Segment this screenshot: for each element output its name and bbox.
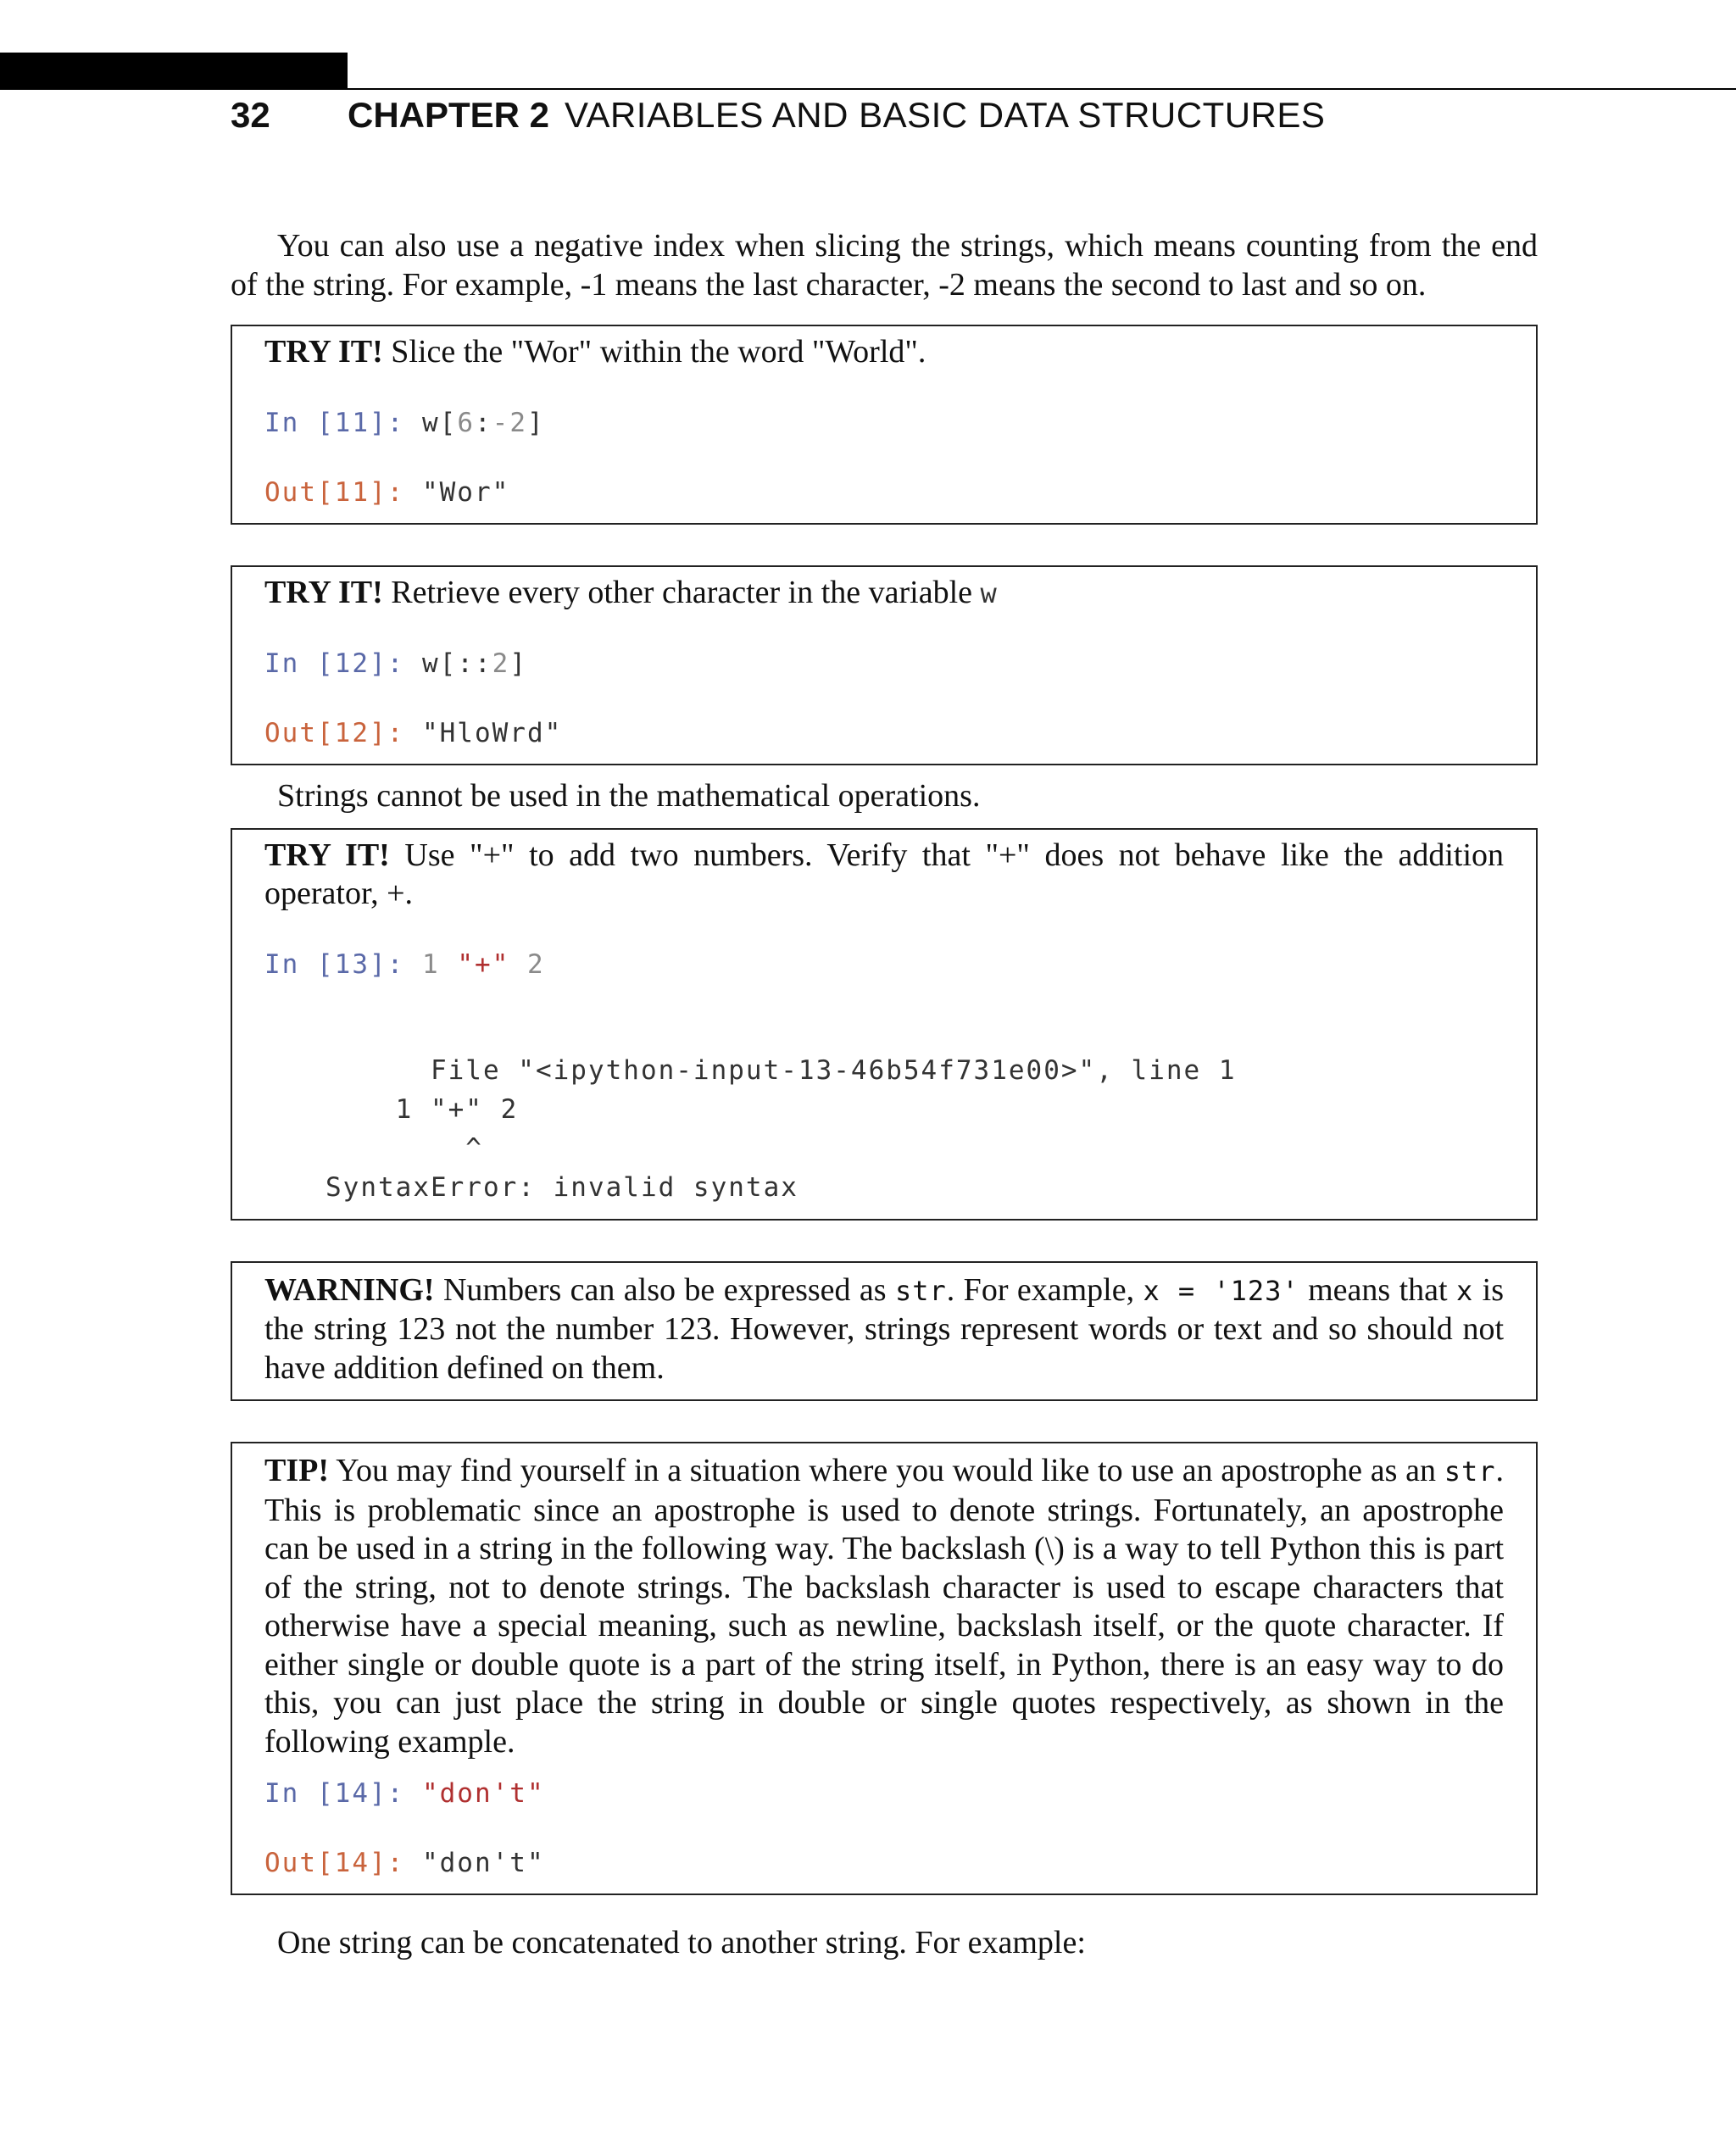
code-input-line: In [14]: "don't" — [264, 1778, 545, 1809]
traceback — [264, 1051, 1504, 1207]
traceback-line: 1 "+" 2 — [326, 1093, 519, 1125]
page-body — [231, 227, 1538, 1963]
header-rule — [348, 88, 1736, 90]
warning-text: WARNING! Numbers can also be expressed as str. For example, x = '123' means that x is the string 123 not the number 123. However, strings represent words or text and so should not have addition defined on them. — [264, 1271, 1504, 1386]
code-output-line: Out[12]: "HloWrd" — [264, 718, 563, 748]
code-input-line: In [12]: w[::2] — [264, 648, 527, 679]
tip-label: TIP! — [264, 1453, 329, 1488]
page-number: 32 — [231, 95, 270, 135]
code-input-line: In [13]: 1 "+" 2 — [264, 948, 545, 980]
code-output-line: Out[11]: "Wor" — [264, 476, 510, 508]
traceback-line: File "<ipython-input-13-46b54f731e00>", line 1 — [326, 1054, 1237, 1086]
try-it-label: TRY IT! — [264, 334, 383, 370]
try-it-instruction: TRY IT! Slice the "Wor" within the word "World". — [264, 334, 926, 370]
tip-box — [231, 1442, 1538, 1895]
code-output-line: Out[14]: "don't" — [264, 1848, 545, 1878]
code-input-line: In [11]: w[6:-2] — [264, 407, 545, 438]
traceback-line: ^ — [326, 1132, 483, 1164]
chapter-title: VARIABLES AND BASIC DATA STRUCTURES — [565, 95, 1326, 135]
try-it-instruction: TRY IT! Use "+" to add two numbers. Verify that "+" does not behave like the addition operator, +. — [264, 837, 1505, 911]
try-it-label: TRY IT! — [264, 837, 390, 873]
try-it-box-slice — [231, 325, 1538, 525]
header-black-bar — [0, 53, 348, 90]
try-it-box-addition — [231, 828, 1538, 1221]
closing-paragraph: One string can be concatenated to another string. For example: — [277, 1925, 1086, 1960]
try-it-box-every-other — [231, 565, 1538, 766]
running-header — [231, 95, 1325, 137]
try-it-label: TRY IT! — [264, 574, 383, 610]
intro-paragraph: You can also use a negative index when slicing the strings, which means counting from the end of the string. For example, -1 means the last character, -2 means the second to last and so on. — [231, 228, 1538, 303]
traceback-line: SyntaxError: invalid syntax — [326, 1171, 798, 1203]
try-it-instruction: TRY IT! Retrieve every other character in the variable w — [264, 574, 998, 610]
tip-text: TIP! You may find yourself in a situation where you would like to use an apostrophe as an str. This is problematic since an apostrophe is used to denote strings. Fortunately, an apostrophe can be used in a string in the following way. The backslash (\) is a way to tell Python this is part of the string, not to denote strings. The backslash character is used to escape characters that otherwise have a special meaning, such as newline, backslash itself, or the quote character. If either single or double quote is a part of the string itself, in Python, there is an easy way to do this, you can just place the string in double or single quotes respectively, as shown in the following example. — [264, 1453, 1504, 1760]
warning-box — [231, 1261, 1538, 1402]
chapter-label: CHAPTER 2 — [348, 95, 550, 135]
strings-paragraph: Strings cannot be used in the mathematical operations. — [277, 778, 981, 814]
warning-label: WARNING! — [264, 1271, 435, 1308]
